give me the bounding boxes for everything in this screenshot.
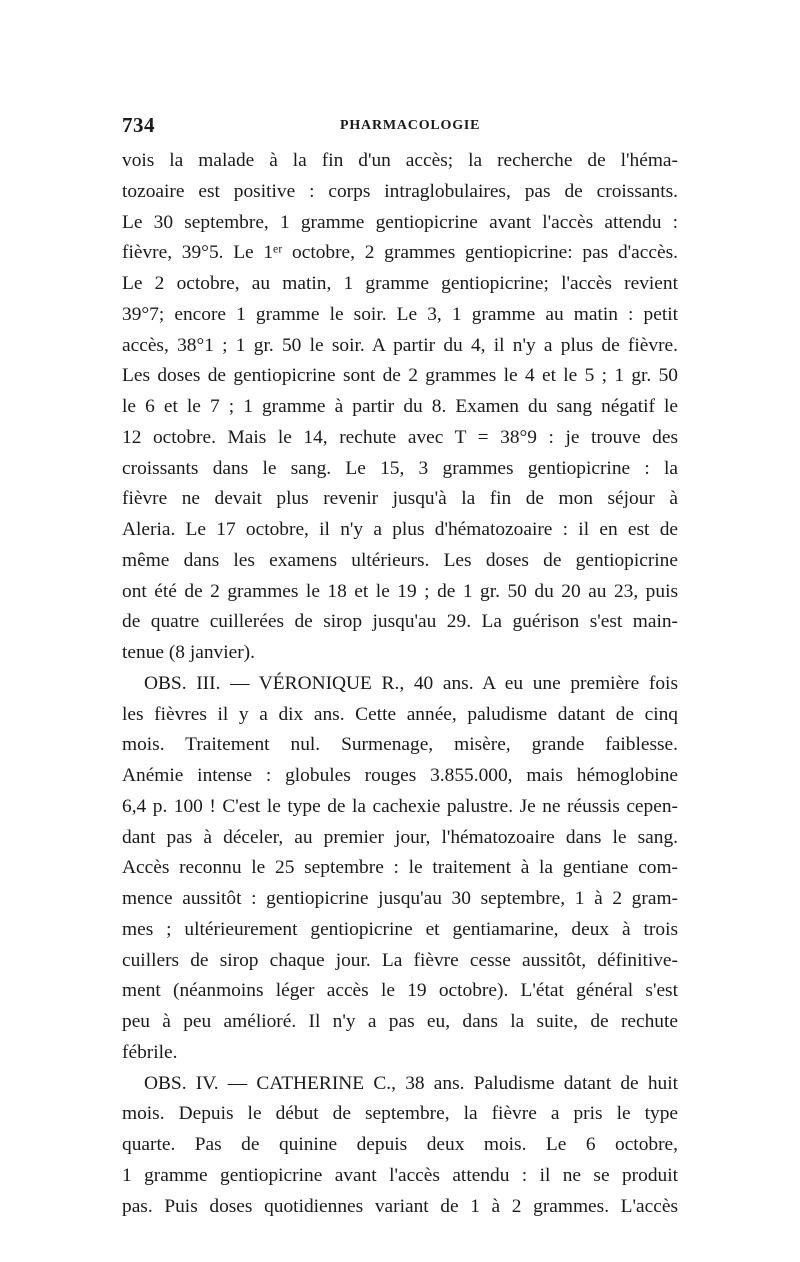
text-line: fébrile.	[122, 1041, 178, 1063]
text-line: 12 octobre. Mais le 14, rechute avec T = 38°9 : je trouve des	[122, 426, 678, 448]
text-line: vois la malade à la fin d'un accès; la recherche de l'héma-	[122, 150, 678, 171]
text-line: mence aussitôt : gentiopicrine jusqu'au 30 septembre, 1 à 2 gram-	[122, 888, 678, 909]
text-line: tozoaire est positive : corps intraglobulaires, pas de croissants.	[122, 180, 678, 202]
text-line: mois. Depuis le début de septembre, la fièvre a pris le type	[122, 1103, 678, 1125]
text-line: fièvre, 39°5. Le 1ᵉʳ octobre, 2 grammes gentiopicrine: pas d'accès.	[122, 242, 678, 264]
text-line: dant pas à déceler, au premier jour, l'hématozoaire dans le sang.	[122, 826, 678, 848]
body-text	[122, 146, 678, 1222]
running-head	[122, 113, 678, 141]
text-line: de quatre cuillerées de sirop jusqu'au 29. La guérison s'est main-	[122, 611, 678, 633]
observation-heading-line: OBS. IV. — CATHERINE C., 38 ans. Paludisme datant de huit	[144, 1072, 678, 1094]
text-line: peu à peu amélioré. Il n'y a pas eu, dans la suite, de rechute	[122, 1011, 678, 1032]
running-title: PHARMACOLOGIE	[340, 118, 481, 133]
observation-heading-line: OBS. III. — VÉRONIQUE R., 40 ans. A eu une première fois	[144, 672, 678, 694]
text-line: 39°7; encore 1 gramme le soir. Le 3, 1 gramme au matin : petit	[122, 303, 678, 325]
text-line: mois. Traitement nul. Surmenage, misère, grande faiblesse.	[122, 734, 678, 756]
text-line: quarte. Pas de quinine depuis deux mois. Le 6 octobre,	[122, 1134, 678, 1155]
text-line: fièvre ne devait plus revenir jusqu'à la fin de mon séjour à	[122, 488, 678, 510]
text-line: les fièvres il y a dix ans. Cette année, paludisme datant de cinq	[122, 703, 678, 725]
text-line: Le 30 septembre, 1 gramme gentiopicrine avant l'accès attendu :	[122, 211, 678, 233]
text-line: Aleria. Le 17 octobre, il n'y a plus d'hématozoaire : il en est de	[122, 519, 678, 540]
text-line: Les doses de gentiopicrine sont de 2 grammes le 4 et le 5 ; 1 gr. 50	[122, 365, 678, 387]
text-line: même dans les examens ultérieurs. Les doses de gentiopicrine	[122, 549, 678, 571]
text-line: 6,4 p. 100 ! C'est le type de la cachexie palustre. Je ne réussis cepen-	[122, 795, 678, 817]
text-line: Anémie intense : globules rouges 3.855.000, mais hémoglobine	[122, 765, 678, 786]
text-line: ment (néanmoins léger accès le 19 octobre). L'état général s'est	[122, 980, 678, 1002]
page-number: 734	[122, 113, 155, 137]
text-line: cuillers de sirop chaque jour. La fièvre cesse aussitôt, définitive-	[122, 949, 678, 971]
text-line: Accès reconnu le 25 septembre : le traitement à la gentiane com-	[122, 857, 678, 879]
text-line: le 6 et le 7 ; 1 gramme à partir du 8. Examen du sang négatif le	[122, 396, 678, 417]
text-line: pas. Puis doses quotidiennes variant de 1 à 2 grammes. L'accès	[122, 1195, 678, 1217]
text-line: ont été de 2 grammes le 18 et le 19 ; de 1 gr. 50 du 20 au 23, puis	[122, 580, 678, 602]
text-line: tenue (8 janvier).	[122, 642, 255, 663]
text-line: croissants dans le sang. Le 15, 3 grammes gentiopicrine : la	[122, 457, 678, 479]
text-line: 1 gramme gentiopicrine avant l'accès attendu : il ne se produit	[122, 1164, 678, 1186]
text-line: mes ; ultérieurement gentiopicrine et gentiamarine, deux à trois	[122, 918, 678, 940]
text-line: accès, 38°1 ; 1 gr. 50 le soir. A partir du 4, il n'y a plus de fièvre.	[122, 334, 678, 356]
text-line: Le 2 octobre, au matin, 1 gramme gentiopicrine; l'accès revient	[122, 273, 678, 294]
